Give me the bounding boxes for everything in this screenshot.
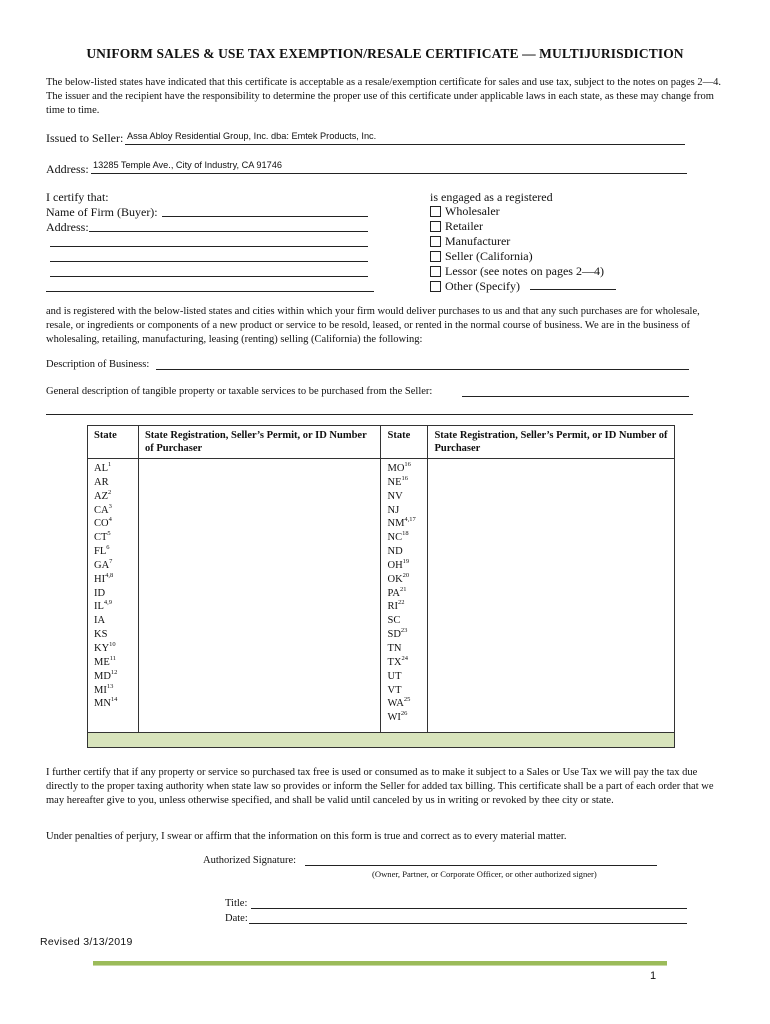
option-manufacturer[interactable]: Manufacturer — [430, 234, 616, 249]
state-entry — [88, 600, 138, 614]
state-code: HI — [94, 573, 106, 585]
state-note-ref: 26 — [400, 710, 408, 718]
title-label: Title: — [225, 898, 248, 909]
state-entry — [381, 587, 427, 601]
col-state-header: State — [381, 426, 428, 459]
table-body-row — [88, 459, 675, 733]
state-code: RI — [387, 601, 398, 613]
checkbox[interactable] — [430, 236, 441, 247]
state-code: MI — [94, 684, 107, 696]
issued-to-seller-label: Issued to Seller: — [46, 131, 124, 145]
state-entry — [381, 628, 427, 642]
issued-to-seller-field[interactable]: Assa Abloy Residential Group, Inc. dba: Emtek Products, Inc. — [127, 131, 377, 141]
date-label: Date: — [225, 913, 248, 924]
state-entry — [381, 656, 427, 670]
state-code: NE — [387, 476, 402, 488]
option-retailer[interactable]: Retailer — [430, 219, 616, 234]
state-entry — [88, 545, 138, 559]
state-note-ref: 11 — [109, 654, 117, 662]
state-note-ref: 24 — [401, 654, 408, 662]
state-code: ID — [94, 587, 106, 599]
col-registration-header: State Registration, Seller’s Permit, or ID Number of Purchaser — [428, 426, 675, 459]
state-entry — [381, 600, 427, 614]
state-note-ref: 6 — [106, 544, 110, 552]
state-note-ref: 13 — [106, 682, 114, 690]
state-note-ref: 4,9 — [103, 599, 113, 607]
buyer-address-label: Address: — [46, 220, 89, 234]
state-code: OH — [387, 559, 403, 571]
signature-note: (Owner, Partner, or Corporate Officer, or other authorized signer) — [372, 869, 597, 879]
state-entry — [88, 504, 138, 518]
seller-address-line — [91, 173, 687, 174]
state-code: MN — [94, 698, 111, 710]
state-entry — [381, 531, 427, 545]
state-entry — [88, 614, 138, 628]
further-certify-paragraph: I further certify that if any property or service so purchased tax free is used or consumed as to make it subject to a Sales or Use Tax we will pay the tax due directly to the proper taxing authority when state law so provides or inform the Seller for added tax billing. This certificate shall be a part of each order that we may hereafter give to you, unless otherwise specified, and shall be valid until canceled by us in writing or revoked by thee city or state. — [46, 767, 714, 806]
col-state-header: State — [88, 426, 139, 459]
state-code: WA — [387, 698, 404, 710]
option-wholesaler[interactable]: Wholesaler — [430, 204, 616, 219]
form-title: UNIFORM SALES & USE TAX EXEMPTION/RESALE CERTIFICATE — MULTIJURISDICTION — [86, 46, 684, 61]
general-description-label: General description of tangible property or taxable services to be purchased from the Seller: — [46, 386, 433, 397]
state-code: NC — [387, 532, 403, 544]
perjury-statement: Under penalties of perjury, I swear or affirm that the information on this form is true and correct as to every material matter. — [46, 831, 567, 842]
registered-heading: is engaged as a registered — [430, 190, 553, 204]
state-note-ref: 22 — [397, 599, 405, 607]
state-code: AR — [94, 476, 109, 488]
state-note-ref: 16 — [404, 461, 411, 468]
signature-field[interactable] — [305, 865, 657, 866]
state-code: ND — [387, 546, 403, 558]
state-entry — [88, 628, 138, 642]
state-note-ref: 4 — [108, 516, 112, 524]
state-note-ref: 10 — [109, 640, 116, 648]
buyer-address-field-3[interactable] — [50, 261, 368, 262]
state-code: IA — [94, 615, 106, 627]
state-note-ref: 1 — [108, 461, 112, 468]
seller-address-label: Address: — [46, 162, 89, 176]
buyer-address-field-4[interactable] — [50, 276, 368, 277]
state-note-ref: 16 — [401, 474, 408, 482]
state-code: SC — [387, 615, 401, 627]
general-description-field[interactable] — [462, 396, 689, 397]
state-entry — [88, 642, 138, 656]
other-specify-field[interactable] — [530, 279, 616, 290]
state-entry — [88, 490, 138, 504]
state-code: KS — [94, 629, 108, 641]
option-seller-california[interactable]: Seller (California) — [430, 249, 616, 264]
state-entry — [88, 587, 138, 601]
state-entry — [88, 559, 138, 573]
state-code: CT — [94, 532, 108, 544]
table-header-row — [88, 426, 675, 459]
state-note-ref: 23 — [400, 627, 408, 635]
state-entry — [381, 490, 427, 504]
state-code: TN — [387, 642, 402, 654]
buyer-address-field-5[interactable] — [46, 291, 374, 292]
state-code: CA — [94, 504, 109, 516]
option-other[interactable]: Other (Specify) — [430, 279, 616, 294]
registration-options — [430, 204, 616, 294]
state-code: PA — [387, 587, 400, 599]
state-code: GA — [94, 559, 110, 571]
buyer-name-field[interactable] — [162, 216, 368, 217]
buyer-name-label: Name of Firm (Buyer): — [46, 205, 158, 219]
state-code: FL — [94, 546, 107, 558]
state-entry — [381, 697, 427, 711]
state-code: AZ — [94, 490, 108, 502]
state-entry — [88, 656, 138, 670]
page-number: 1 — [650, 970, 657, 982]
state-code: NJ — [387, 504, 400, 516]
state-note-ref: 4,17 — [404, 516, 416, 524]
checkbox[interactable] — [430, 266, 441, 277]
state-entry — [88, 684, 138, 698]
state-note-ref: 21 — [399, 585, 407, 593]
state-entry — [381, 711, 427, 725]
state-entry — [381, 573, 427, 587]
col-registration-header: State Registration, Seller’s Permit, or ID Number of Purchaser — [138, 426, 381, 459]
state-entry — [381, 614, 427, 628]
seller-address-field[interactable]: 13285 Temple Ave., City of Industry, CA 91746 — [93, 160, 282, 170]
checkbox[interactable] — [430, 281, 441, 292]
state-note-ref: 4,8 — [105, 571, 114, 579]
option-lessor[interactable]: Lessor (see notes on pages 2—4) — [430, 264, 616, 279]
state-code: NV — [387, 490, 403, 502]
left-registration-field[interactable] — [138, 459, 381, 733]
state-note-ref: 5 — [107, 530, 111, 538]
state-code: VT — [387, 684, 402, 696]
left-state-list — [88, 459, 139, 733]
state-entry — [88, 462, 138, 476]
state-code: AL — [94, 463, 108, 474]
certify-label: I certify that: — [46, 190, 109, 204]
right-state-list — [381, 459, 428, 733]
state-entry — [88, 697, 138, 711]
state-entry — [88, 531, 138, 545]
state-note-ref: 18 — [402, 530, 409, 538]
description-field[interactable] — [156, 369, 689, 370]
state-note-ref: 14 — [110, 696, 118, 704]
checkbox[interactable] — [430, 251, 441, 262]
state-note-ref: 25 — [403, 696, 411, 704]
state-entry — [88, 476, 138, 490]
state-code: NM — [387, 518, 405, 530]
state-code: SD — [387, 629, 401, 641]
state-code: MD — [94, 670, 111, 682]
states-table — [87, 425, 675, 748]
state-entry — [381, 642, 427, 656]
state-code: KY — [94, 642, 110, 654]
state-entry — [381, 559, 427, 573]
state-note-ref: 20 — [402, 571, 410, 579]
state-entry — [381, 517, 427, 531]
checkbox[interactable] — [430, 206, 441, 217]
general-description-field-2[interactable] — [46, 414, 693, 415]
state-note-ref: 2 — [108, 488, 112, 496]
state-note-ref: 12 — [110, 668, 118, 676]
state-entry — [381, 462, 427, 476]
intro-paragraph: The below-listed states have indicated that this certificate is acceptable as a resale/exemption certificate for sales and use tax, subject to the notes on pages 2—4. The issuer and the recipient have the responsibility to determine the proper use of this certificate under applicable laws in each state, as these may change from time to time. — [46, 77, 721, 116]
revised-date: Revised 3/13/2019 — [40, 936, 133, 948]
buyer-address-field-2[interactable] — [50, 246, 368, 247]
state-code: CO — [94, 518, 109, 530]
state-entry — [88, 517, 138, 531]
date-field[interactable] — [249, 923, 687, 924]
table-footer-bar — [88, 733, 675, 748]
state-code: TX — [387, 656, 402, 668]
registered-paragraph: and is registered with the below-listed states and cities within which your firm would deliver purchases to us and that any such purchases are for wholesale, resale, or ingredients or components of a new product or service to be resold, leased, or rented in the normal course of business. We are in the business of wholesaling, retailing, manufacturing, leasing (renting) selling (California) the following: — [46, 306, 700, 345]
state-note-ref: 19 — [402, 557, 410, 565]
title-field[interactable] — [251, 908, 687, 909]
state-entry — [381, 684, 427, 698]
state-code: UT — [387, 670, 402, 682]
description-label: Description of Business: — [46, 359, 150, 370]
state-code: WI — [387, 712, 401, 724]
buyer-address-field-1[interactable] — [89, 231, 368, 232]
state-code: IL — [94, 601, 104, 613]
state-entry — [381, 545, 427, 559]
state-code: ME — [94, 656, 110, 668]
checkbox[interactable] — [430, 221, 441, 232]
state-note-ref: 3 — [108, 502, 112, 510]
state-entry — [381, 504, 427, 518]
state-entry — [88, 670, 138, 684]
state-code: MO — [387, 463, 405, 474]
state-code: OK — [387, 573, 403, 585]
state-entry — [381, 476, 427, 490]
footer-accent-bar — [93, 961, 667, 965]
state-note-ref: 7 — [109, 557, 113, 565]
signature-label: Authorized Signature: — [203, 855, 297, 866]
table-footer-row — [88, 733, 675, 748]
state-entry — [381, 670, 427, 684]
issued-to-seller-line — [125, 144, 685, 145]
right-registration-field[interactable] — [428, 459, 675, 733]
state-entry — [88, 573, 138, 587]
